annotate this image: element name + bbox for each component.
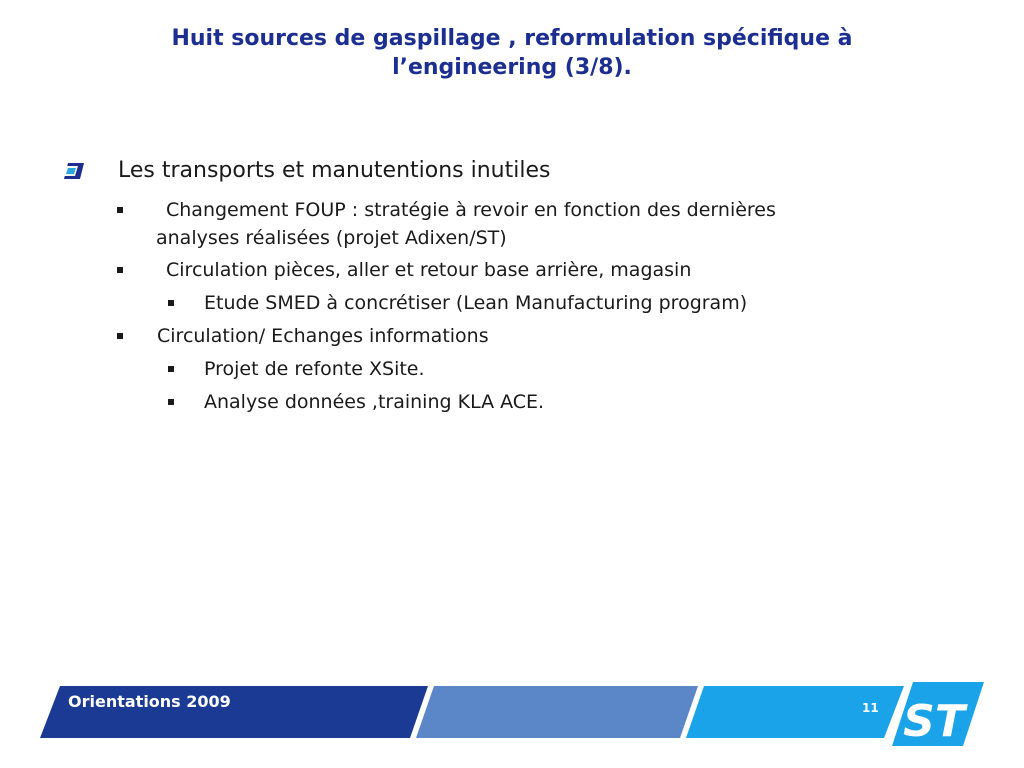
item-1-line-1: Changement FOUP : stratégie à revoir en fonction des dernières bbox=[166, 199, 776, 221]
item-2: Circulation pièces, aller et retour base arrière, magasin bbox=[166, 259, 692, 281]
footer-band bbox=[0, 680, 1024, 768]
square-bullet-icon bbox=[117, 267, 123, 273]
svg-text:ST: ST bbox=[903, 696, 965, 747]
page-number: 11 bbox=[862, 701, 879, 715]
item-5: Projet de refonte XSite. bbox=[204, 358, 425, 380]
square-bullet-icon bbox=[168, 366, 174, 372]
main-bullet-text: Les transports et manutentions inutiles bbox=[118, 158, 551, 183]
item-3: Etude SMED à concrétiser (Lean Manufacturing program) bbox=[204, 292, 748, 314]
slide-title-line-2: l’engineering (3/8). bbox=[392, 55, 632, 80]
item-1-line-2: analyses réalisées (projet Adixen/ST) bbox=[156, 227, 507, 249]
diamond-bullet-icon bbox=[62, 160, 86, 182]
square-bullet-icon bbox=[168, 399, 174, 405]
footer-band-mid bbox=[416, 686, 698, 738]
square-bullet-icon bbox=[168, 300, 174, 306]
footer-label: Orientations 2009 bbox=[68, 692, 231, 711]
item-4: Circulation/ Echanges informations bbox=[157, 325, 489, 347]
main-bullet bbox=[62, 157, 550, 185]
square-bullet-icon bbox=[117, 207, 123, 213]
slide-title-line-1: Huit sources de gaspillage , reformulation spécifique à bbox=[171, 26, 853, 51]
square-bullet-icon bbox=[117, 333, 123, 339]
st-logo bbox=[892, 682, 984, 747]
item-6: Analyse données ,training KLA ACE. bbox=[204, 391, 545, 413]
